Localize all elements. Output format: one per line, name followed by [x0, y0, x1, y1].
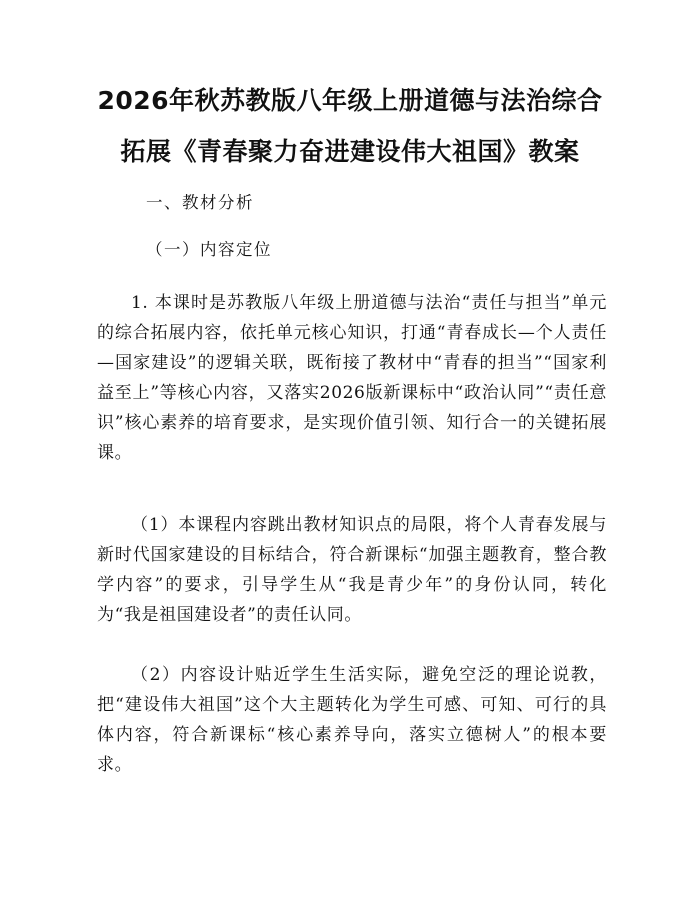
paragraph-3: （2）内容设计贴近学生生活实际，避免空泛的理论说教，把“建设伟大祖国”这个大主题转化为学生可感、可知、可行的具体内容，符合新课标“核心素养导向，落实立德树人”的根本要求。 [97, 665, 607, 775]
subsection-heading: （一）内容定位 [146, 240, 272, 259]
document-title-line-1: 2026年秋苏教版八年级上册道德与法治综合 [97, 86, 603, 115]
document-title-line-2: 拓展《青春聚力奋进建设伟大祖国》教案 [120, 137, 580, 166]
paragraph-1: 1. 本课时是苏教版八年级上册道德与法治“责任与担当”单元的综合拓展内容，依托单元核心知识，打通“青春成长—个人责任—国家建设”的逻辑关联，既衔接了教材中“青春的担当”“国家利益至上”等核心内容，又落实2026版新课标中“政治认同”“责任意识”核心素养的培育要求，是实现价值引领、知行合一的关键拓展课。 [97, 293, 607, 463]
paragraph-2: （1）本课程内容跳出教材知识点的局限，将个人青春发展与新时代国家建设的目标结合，符合新课标“加强主题教育，整合教学内容”的要求，引导学生从“我是青少年”的身份认同，转化为“我是祖国建设者”的责任认同。 [97, 515, 607, 625]
section-heading: 一、教材分析 [146, 193, 254, 212]
